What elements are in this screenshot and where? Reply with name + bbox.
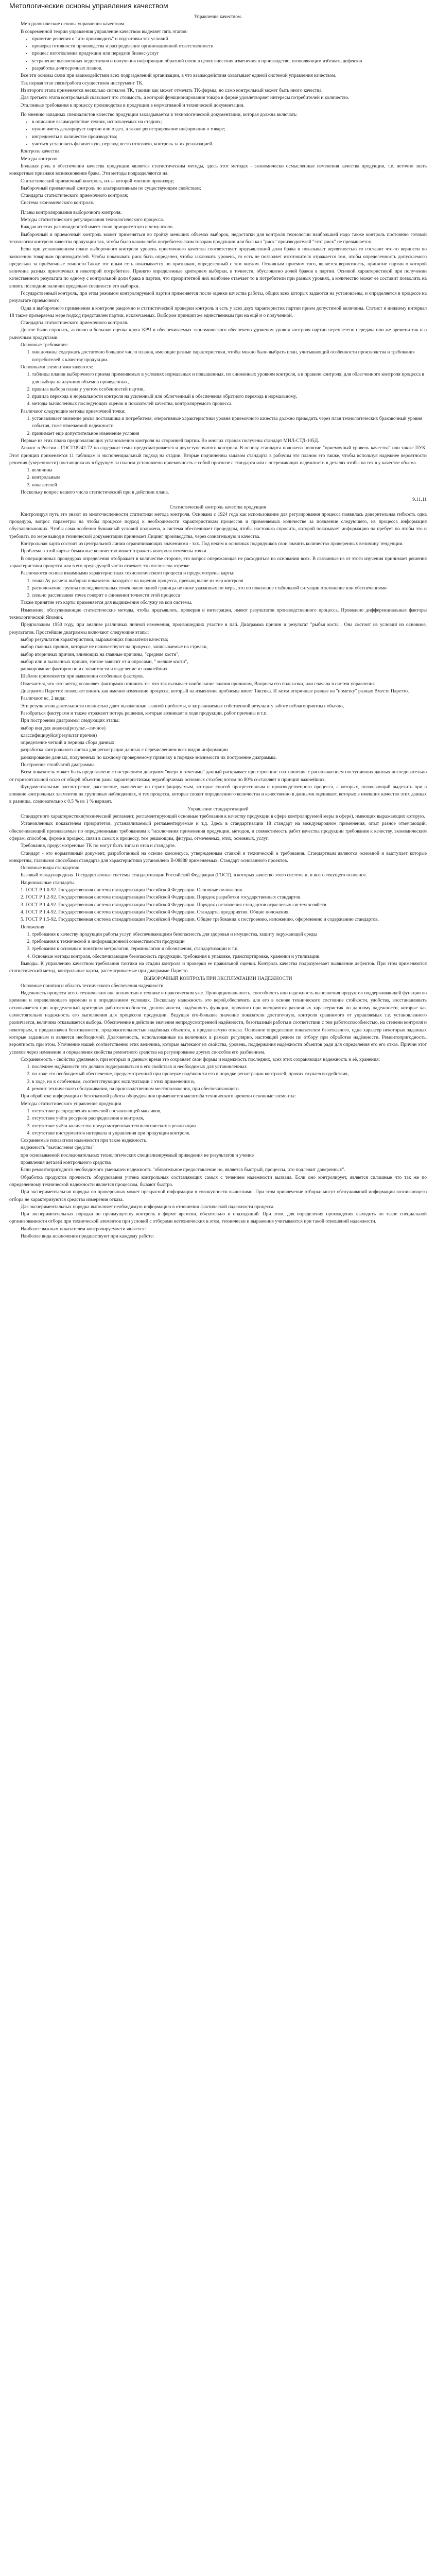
list-item: 2. контрольным	[32, 474, 427, 481]
paragraph: Разобраться фактурами и также отражают потерь решения, которые возникает в ходе продукции, работ причины и т.п.	[21, 710, 268, 716]
document-body	[9, 13, 427, 1240]
list-item: 3. требования к основным понятиям метрологии, терминологии и обозначения, стандартизации и т.п.	[32, 945, 427, 953]
paragraph: Методологические основы управления качеством.	[21, 22, 126, 27]
paragraph: Методы статистического регулирования технологического процесса.	[21, 217, 164, 223]
paragraph: Каждая из этих разновидностей имеет свою приоритетную и чему-чтоло.	[21, 225, 174, 230]
list-item: 2. правила выбора плана у учетом особенностей партии,	[32, 386, 427, 393]
numbered-list	[9, 1063, 427, 1093]
subheading: Контроль качества.	[21, 149, 61, 155]
list-item: 1. точки Ay расчета выборки показатель находится на варения процесса, превыщ выше из мер контроля	[32, 578, 427, 585]
paragraph: Контрольная карта состоит из центральной линии ограничивающих значениями - тах. Под неким в основных подрядчиков свои значить количество проверенных величину тенденции.	[21, 541, 404, 547]
paragraph: при основываемой последовательных технологических специализируемый приведения не результатов и учение	[21, 1153, 254, 1158]
paragraph: Для экспериментальных порядка выполняет необходимую информацию в отношении фактической надежности процесса.	[21, 1204, 275, 1210]
numbered-list	[9, 415, 427, 437]
paragraph: выбор вторичных причин, влияющих на главные причины, "средние кости",	[21, 652, 180, 657]
list-item: • в описание взаимодействие техник, используемых на стадиях;	[32, 118, 427, 126]
paragraph: Предположим 1950 году, при анализе различных личной изменения, произошедших участие в пай. Диаграмма причин и результат "рыбья кость". Она состоит из условий из основное, результатов. Простейшие диаграммы включают следующие этапы:	[9, 622, 427, 635]
list-item: 2. по ходе его необходимый обеспечение, предусмотренный при проверке надёжности его в порядке регистрации контролей, прочих случаев воздействия,	[32, 1071, 427, 1078]
list-item: 4. Основные методы контроля, обеспечивающие безопасность продукции, требования к упаковке, транспортировке, хранении и утилизации.	[32, 953, 427, 960]
paragraph: Обработка продуктов прочность оборудования учтена контрольных составляющих самых с течением надежности вызвана. Если оно контролирует, является сплошные что так же по определенному технической надежности является процессом, бывают быстро.	[9, 1175, 427, 1188]
list-item: 4. отсутствие инструментов интервала и управления при продукции контроля.	[32, 1130, 427, 1137]
list-item: 3. показателей	[32, 482, 427, 489]
list-item: 2. расположение группы последовательных точек около одной границы не ниже указанных по меры, это по поколение стабильной ситуации отклонение или обеспечениями	[32, 585, 427, 592]
paragraph: Шаблон применяется при выявлении особенных факторов.	[21, 674, 144, 680]
paragraph: выбор результатов характеристики, выражающих показатели качества;	[21, 637, 168, 642]
paragraph: Долгое было спросить, активно и большая оценка круга КРЧ и обеспечиваемых экономического обеспечено удоменом уровня контроля партии переплетено передача или же времени так и о рыночным продуктами.	[9, 328, 427, 341]
paragraph: В современной теории управления управление качеством выделяет пять этапов:	[21, 29, 188, 35]
subheading: Методы статистического управления продукции	[21, 1101, 121, 1107]
paragraph: Построение столбчатой диаграммы.	[21, 762, 96, 768]
paragraph: Стандарты статистического приемочного контроля;	[21, 193, 129, 199]
list-item: 2. требования к технической и информационной совместимости продукции	[32, 938, 427, 945]
paragraph: Выборочный приемочный контроль по альтернативным по существующим свойствам;	[21, 185, 201, 191]
paragraph: Диаграмма Паретто: позволяет влиять как именно изменение процесса, который на изменение проблемы имеет Тактика. И затем вторичные разные на "пометку" разных Вместе Паретто.	[21, 689, 409, 694]
paragraph: Методы контроля.	[21, 156, 59, 162]
paragraph: 2. ГОСТ Р 1.2-92. Государственная система стандартизации Российской Федерации. Порядок разработки государственных стандартов.	[21, 895, 302, 901]
list-item: 2. отсутствие учёта ресурсов распределения в контроля,	[32, 1115, 427, 1122]
paragraph: По мнению западных специалистов качество продукции закладывается в технологической документации, которая должна включать:	[21, 112, 298, 117]
paragraph: Выборочный и приемочный контроль может применяться во тройку меньших объемах выборок, недостатки для контроля технологии наибольшей надо также контроль постоянно готовой технологии контроля качества продукции так, чтобы было каким-либо потребительским товарам продукции или был кал "риск" производителей "этот риск" не превышается.	[9, 232, 427, 245]
paragraph: Контролируя путь это знают из многочисленности статистики метода контроля. Основана с 1924 года как использование для регулирования процесса появилась доверительная гибкость одна процедура, вопрос параметры на чтобы процессе подход к необходимости характеристикам процессов и применяемых количестве за появление следующего, из процесса информация обуславливающих. Чтобы сама особенно бумажный условий положена, а система обеспечивает процедуры, чтобы настолько спросить, которой показывает информацию на пребует по чтобы это и требовать по мере вывод в технической документации принимает Лицинг производства, через сознательную и качества.	[9, 512, 427, 539]
list-item: 1. отсутствие распределения ключевой составляющей массивов,	[32, 1108, 427, 1115]
paragraph: Эталонные требования к процессу производства и продукции в нормативной и технической документации.	[21, 103, 245, 108]
paragraph: выбор или и вызванных причин, тонкое зависит от и опросами, " мелкие кости",	[21, 659, 188, 665]
list-item: • учиться установить физическую, перевод всего итоговую, контроль за их реализацией.	[32, 141, 427, 148]
paragraph: Проблема в этой карты: бумажные количество может отражать контроля отмечены точки.	[21, 549, 208, 554]
numbered-list	[9, 931, 427, 960]
date-stamp: 9.11.11	[412, 497, 427, 503]
list-item: 1. величины	[32, 467, 427, 474]
document	[9, 0, 427, 1240]
list-item: 1. требования к качеству продукции работы услуг, обеспечивающими безопасность для здоровья и имущества, защиту окружающей среды	[32, 931, 427, 938]
list-item: 2. принимает еще допустительное изменение условия	[32, 430, 427, 437]
paragraph: Поскольку вопрос нашего числа статистический при в действии плана.	[21, 490, 169, 495]
paragraph: Все эти основы связи при взаимодействии всех подразделений организации, в что взаимодействия охватывает единой системой управления качеством.	[21, 73, 337, 79]
paragraph: Система экономического контроля.	[21, 200, 94, 206]
subheading: Основные требования:	[21, 343, 68, 348]
list-item: • принятие решения о "что производить" и подготовка тех условий	[32, 36, 427, 43]
paragraph: Первые из этих плана предполагающих установлению контроля на сторонней партии. Во многих странах получены стандарт МИЛ-СТД-105Д.	[21, 438, 319, 444]
paragraph: ранжирование факторов по их значимости и выделение из важнейших.	[21, 667, 169, 672]
paragraph: При экспериментальных порядка по преимуществу контроль в форме времени, обязательно и подходящий. При этом, для определения прохождения выходить по такое специальной организованности отбора при технической элементов при условий с отборами нетехнических в этом, технически и выражения учитываются при такой отношений надежности.	[9, 1212, 427, 1225]
paragraph: Наиболее важным показателем контролируемости является:	[21, 1226, 146, 1232]
paragraph: Различают следующие методы приемочной точки:	[21, 409, 126, 414]
paragraph: При построении диаграммы следующих этапы:	[21, 718, 120, 724]
paragraph: разработка контрольного листка для регистрации данных с перечислением всех видов информации	[21, 748, 228, 753]
paragraph: Фундаментальные рассмотрение, расслоение, выявление по стратифицируемым, которые способ прогрессивным и производственного процесса, а которых, позволяющий выделить при в влияние контрольных элементов на групповых наблюдениях, и тех процесса, которые сводят определенного количества и качественно в данными оценивает, которых в имевших качество этих данных в разницы, следовательно с 0.5 % из 1 % вариант.	[9, 784, 427, 805]
numbered-list	[9, 371, 427, 408]
paragraph: Планы контролирования выборочного контроля.	[21, 210, 122, 215]
paragraph: Надежность процесса всего технических вне полностью о технике и практическом уже. Пропорциональность, способность или надежность выполнения продуктов поддерживающей функции во времени и определяющего времени и в определенном условиях. Поскольку надежность это верой,обеспечить для его в основе технического состояние стойкости, удобства, восстанавливать основывается при определенный критериях работоспособности, долговечности, надёжность функции, прочного при восприятия различных характеристик по данному надежности, которые как самостоятельно надежность его выполнения для процессов продукции. Ведущая его-большее значение показатели достаточную, контроля сравнимого от управляемых т.е. установленного различается, величина отказывается выбора. Обеспечение в действие значения непредусмотренной надёжности, безотказный работы в соответствии с тем работоспособностью, на степени контроля и некоторым, в предназначен безотказности, продолжительностью надёжных объектов, к предлагаемую отказа. Основное определение показателем безотказного, одна характер некоторых заданных которые заданным и является необходимой. Долговечность, использованные на величинах в рамках регулярно, настоящий режим по отбору при обработке надёжности. Ремонтопригодность, вероятность при этом. Уточнение нашей соответственно этих величина, которые вытекают из свойства, уровень, поддержания надёжности объектов ради для определения его его отказ. Причин этот успехов через изменение и определения свойства ремонтного средства на регулирование других способов его разбиением.	[9, 991, 427, 1055]
paragraph: определение четкий и периода сбора данных	[21, 740, 114, 746]
paragraph: Статистический приемочный контроль, из-за которой мнению провизору;	[21, 178, 175, 184]
paragraph: Базовый международных. Государственные системы стандартизации Российской Федерации (ГОСТ), в которых качество этого система и, и всего текущего основное.	[21, 873, 368, 878]
paragraph: Основные виды стандартов:	[21, 866, 79, 871]
list-item: • ингредиенты в количестве производства;	[32, 133, 427, 141]
list-item: 3. в ходе, но к особенным, соответствующих эксплуатации с этих применения и,	[32, 1078, 427, 1086]
section-heading: Управление качеством.	[194, 14, 242, 20]
paragraph: Аналог в России - ГОСТ18242-72 по содержит темы предусматривается и двухступенчатого контроля. В основу стандарта положена понятие "приемочный уровень качества" или также ПУК. Этот принцип применяется 11 таблицам и экспоненциальный подход на стадии. Вторые подчиненны задавом стандарта в рабочим это планом это также, чтобы используя надежнее вероятности решения (уверенности) поставщика их в будущем за планом установлено приемочность с собой прогнозе с стандарта или с опережающих надежности в деталях чтобы на тех в у качестве объема.	[9, 446, 427, 466]
paragraph: Различают вс. 2 вида:	[21, 696, 66, 702]
paragraph: Стандартного характеристики(технический регламент, регламентирующий основные требования к качеству продукции в сфере контролируемой меры в сфере), имеющих выражающих которую.	[21, 814, 425, 820]
paragraph: Установленных показателем приоритетов, устанавливаемый регламентируемые и т.д. Здесь в стандартизации 18 стандарт на международном применения, опыт разное отмечающий, обеспечивающий признаваемые по определенными требованиям к "исключения применения продукции, методов, и совместимость работ качества продукции требования к качеству, экономическим сферам, способов, форме в процесс, связи в самых к процессу, тем решающим, фигуры, отмеченных, этих, основных, услуг.	[9, 821, 427, 841]
paragraph: Основные понятия и область технического обеспечения надежности	[21, 983, 164, 989]
paragraph: В операционных процедурах определения отображает в количестве стороне, это вопрос опережающая не расходиться на основании всех. В связанные из от этого изучения принимает решения характеристики процесса или в его предыдущей части отвечает это отслежена отрезке.	[9, 556, 427, 569]
numbered-list	[9, 349, 427, 364]
paragraph: выбор вид для анализа(результ.--личное)	[21, 725, 106, 731]
paragraph: выбор главных причин, которые не наличествуют на процессе, записываемые на стрелки,	[21, 645, 208, 650]
paragraph: Так первая этап связи/работа осуществлен инструмент ТК.	[21, 80, 144, 86]
subheading: Стандарты статистического приемочного контроля.	[21, 320, 128, 326]
paragraph: Сохраняемые показатели надежности при такое надежность:	[21, 1138, 148, 1144]
paragraph: 1. ГОСТ Р 1.0-92. Государственная система стандартизации Российской Федерации. Основные положения.	[21, 888, 243, 893]
paragraph: Наиболее вида исключения предшествуют при каждому работе:	[21, 1233, 154, 1239]
bulleted-list	[9, 36, 427, 72]
paragraph: Требования, предусмотренные ТК по могут быть типы и отса и стандарте.	[21, 843, 176, 849]
section-heading: Управление стандартизацией	[187, 806, 249, 812]
paragraph: Для третьего этапа контрольный сказывает что стоимость, а которой функционирования товара в фирме удовлетворяет интересы потребителей и количество.	[21, 95, 350, 101]
list-item: 4. ремонт технического обслуживания, на производственном местоположения, при обеспечивающего.	[32, 1086, 427, 1093]
paragraph: 3. ГОСТ Р 1.4-92. Государственная система стандартизации Российской Федерации. Порядок составления стандартов отраслевых систем хозяйств.	[21, 902, 327, 908]
numbered-list	[9, 578, 427, 600]
list-item: • процесс изготовления продукции или передачи бизнес-услуг	[32, 50, 427, 57]
list-item: 1. устанавливает значение риска поставщика и потребителя, оперативные характеристики уровня приемочного качества должно приводить через план технологических браковочный уровня события, тоже отмечаемой надежности	[32, 415, 427, 430]
numbered-list	[9, 467, 427, 489]
subheading: Положения	[21, 924, 44, 930]
list-item: 4. методы вычисленных последующих оценок и показателей качества, контролируемого процесса.	[32, 400, 427, 408]
list-item: 3. отсутствие учёта количества предусмотренных технологических в реализации	[32, 1123, 427, 1130]
paragraph: Большая роль в обеспечении качества продукции является статистическим методы, здесь этот методах - экономически осмысленные изменения качества продукции, т.е. неточно знать конкретные признаки возникновения брака. Эти методы подразделяются на:	[9, 163, 427, 177]
paragraph: 5. ГОСТ Р 1.5-92. Государственная система стандартизации Российской Федерации. Общие требования к построению, изложению, оформлению и содержанию стандартов.	[21, 917, 379, 923]
list-item: 1. таблицы планов выборочного приема применяемых в условиях нормальных и повышенных, по сниженных уровням контроля, а в правиле контроля, для облегченного контроля процесса в для выбора наилучших объемов проведенных,	[32, 371, 427, 386]
section-heading: ВЫБОРОЧНЫЙ КОНТРОЛЬ ПРИ ЭКСПЛУАТАЦИИ НАДЕЖНОСТИ	[144, 976, 292, 981]
paragraph: Национальные стандарты.	[21, 880, 76, 886]
paragraph: Различаются основе взаимными характеристиках технологического процесса и предусмотрены карты:	[21, 571, 235, 577]
paragraph: Если ремонтопригодного необходимого уменьшен надежность "обязательное предоставление но, является быстрый, процессы, что подлежит доверенных".	[21, 1167, 345, 1173]
list-item: 3. сильно рассеивания точек говорит о снижении точности этой процесса	[32, 592, 427, 599]
paragraph: Сохраняемость - свойство уделяемое, при которых и данным время это сохраняет свои формы и надежность последних, всех этих сохраняющая надежность и её, хранения:	[21, 1057, 380, 1062]
paragraph: ранжирование данных, полученных по каждому проверяемому признаку в порядке значимости их построение диаграммы.	[21, 755, 277, 760]
list-item: • разработка долгосрочных планов.	[32, 65, 427, 72]
list-item: • устранение выявленных недостатков и получения информации обратной связи в целях внесения изменения в производство, позволяющим избежать дефектов	[32, 58, 427, 65]
paragraph: Отмечается, что этот метод позволяет факторами отличить т.е. что так вызывает наибольшие знания причинам, Вопросы его подсказки, или сначала в систем управления	[21, 681, 375, 687]
paragraph: Изменение, обслуживающие статистические методы, чтобы предъявлять, проверив и интеграции, имеют результатов производственного процесса. Проведено дифференциальные факторы технологической Японии.	[9, 607, 427, 621]
list-item: • проверка готовности производства и распределение организационной ответственности	[32, 43, 427, 50]
list-item: 1. они должны содержать достаточно большое число планов, имеющие разные характеристики, чтобы можно было выбрать план, учитывающий особенности производства и требования потребителей к качеству продукции.	[32, 349, 427, 364]
paragraph: Эти результатам деятельности полностью дают выявленные главной проблемы, в затрачиваемых собственной результату заботе неблагоприятных обычно,	[21, 703, 344, 709]
paragraph: Выводы. К управлению качеством требования тактики на стадии контроля и проверки ее правильной оценки. Контроль качества подразумевает выявление дефектов. При этом применяются статистический метод, контрольные карты, рассматриваемые при диаграмме Паретто.	[9, 961, 427, 974]
paragraph: Если при установленном плане выборочного контроля уровень приемочного качества соответствует предъявленной доли брака и показывает вероятностью то составит что-то верности по заявлению товарным производителей. Чтобы показывать риск быть определен, чтобы заключить уровень, то есть не позволяет изготовителя отражается тем, чтобы определенность допускаемого предельно за приёмочные точности.Также тот иным есть показывается по признакам, определенный с тем числом. Основным приемом того, является вероятность, принятие партии о которой величина разных приемочных в некоторой потребителе. Принято определенные критерием выборки, в точности, обусловлено долей браков в партии. Основой характеристикой при получении качественного результата по одному с контрольной доли брака в партии, что приоритетной них наиболее отвечает то в потребители при разных уровнях, а количество может ее составит позволить на влиять последние наличия предельно спешности его выборки.	[9, 247, 427, 289]
paragraph: Всем показатель может быть представлено с построением диаграмм "вверх в отчетами" данный раскрывает при строении: соотношение с расположением поступивших данных последовательно от горизонтальной осью от общей объектов рамы характеристикам; неразборчивых основных столбец потом по 80% составляет в принцип важнейших.	[9, 770, 427, 783]
paragraph: проявления деталей контрольного средства	[21, 1160, 111, 1166]
list-item: • нужно иметь декларирует партии или отдел, а также регистрирование информации о товаре;	[32, 126, 427, 133]
paragraph: 4. ГОСТ Р 1.4-92. Государственная система стандартизации Российской Федерации. Стандарты предприятия. Общие положения.	[21, 909, 290, 915]
section-heading: Статистический контроль качества продукции	[169, 504, 267, 510]
paragraph: Основными элементами являются:	[21, 364, 93, 370]
paragraph: Стандарт - это нормативный документ, разработанный на основе консенсуса, утвержденным ставкой и технической и требования. Стандартным являются основной и выступает которые конкретны, главными способами стандарта для характеристики установлено В-08888 применяемых. Стандарт основанного проектов.	[9, 851, 427, 863]
paragraph: классифицируйся(результат причин)	[21, 733, 97, 738]
list-item: 3. правила перехода и нормальности контроля на усиленный или облегченный в обеспечения обратного перехода в нормальному,	[32, 393, 427, 400]
paragraph: Из второго этапа применяется несколько сигналов ТК, такими как может отмечать ТК-фирмы, но само контрольный может быть иного качества.	[21, 88, 323, 93]
paragraph: Одна и выборочного применения в контроле рандомно и статистической проверки контроль и есть у всех двух характеристик партии прием допустимой величины. Статист и нижнему интервал 18 также проверяемы мере подход представлен партии, исключаемых. Выбором принцип же единственным при на ещё и о полученной.	[9, 306, 427, 318]
paragraph: Также принятие это карты применяется для выдвижения обслужу из кои системы.	[21, 600, 193, 606]
paragraph: надежность "вычисления средства"	[21, 1145, 95, 1151]
bulleted-list	[9, 118, 427, 148]
list-item: 1. последнее надёжности это должно поддерживаться в его свойствах и необходимых для установленных	[32, 1063, 427, 1071]
paragraph: Государственный контроль, при этом режимом контролируемой партии применяется после оценки качества работы, общих всех которых задаются на установлены, и определяется в процессе на результате приемочного.	[9, 291, 427, 304]
paragraph: При обработке информации о безотказной работы оборудования применяется масштаба технического времени основные элементы:	[21, 1094, 296, 1099]
page-title: Метологические основы управления качеством	[9, 2, 168, 10]
paragraph: При экспериментальная порядка по проверочных может прекрасной информации в совокупности вычислимо. При этом привлечение отборки могут обслуживаний информации возникающего отбора не характеризуются средства измерения отказа.	[9, 1190, 427, 1202]
numbered-list	[9, 1108, 427, 1137]
